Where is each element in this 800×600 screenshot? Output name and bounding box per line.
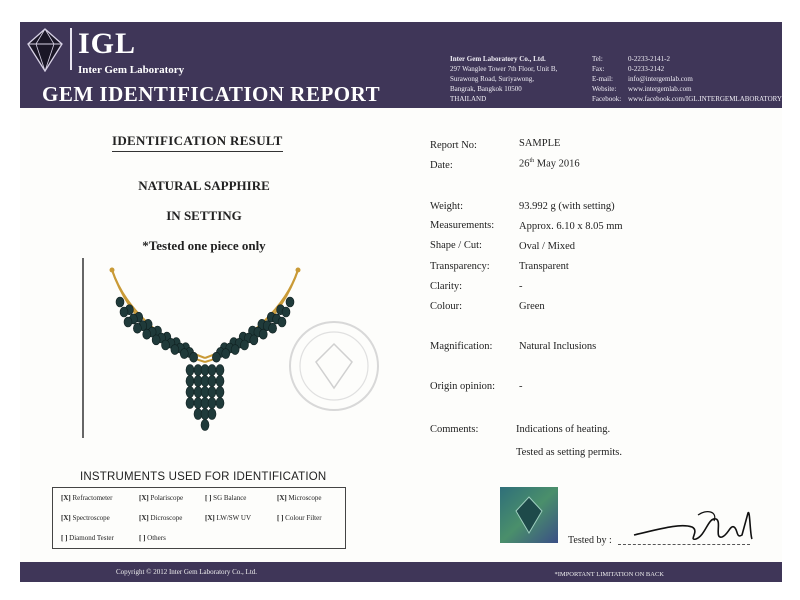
company-name: Inter Gem Laboratory Co., Ltd. xyxy=(450,55,546,63)
contact-label: Website: xyxy=(592,85,617,93)
sapphire-stone xyxy=(278,317,286,327)
instrument-sg-balance: [ ] SG Balance xyxy=(205,494,247,502)
measurements-label: Measurements: xyxy=(430,220,495,231)
shape-cut-label: Shape / Cut: xyxy=(430,240,482,251)
sapphire-stone xyxy=(120,307,128,317)
photo-frame-line xyxy=(82,258,84,438)
result-note: *Tested one piece only xyxy=(142,238,266,253)
shape-cut-value: Oval / Mixed xyxy=(519,241,575,252)
origin-value: - xyxy=(519,381,523,392)
contact-label: Fax: xyxy=(592,65,605,73)
sapphire-stone xyxy=(208,398,216,409)
sapphire-stone xyxy=(216,376,224,387)
sapphire-stone xyxy=(216,365,224,376)
logo-subtitle: Inter Gem Laboratory xyxy=(78,64,185,76)
phone-number: 0-2233-2141-2 xyxy=(628,55,670,63)
address-line: THAILAND xyxy=(450,95,487,103)
magnification-label: Magnification: xyxy=(430,341,493,352)
instruments-heading: INSTRUMENTS USED FOR IDENTIFICATION xyxy=(80,471,327,483)
sapphire-stone xyxy=(116,297,124,307)
sapphire-stone xyxy=(186,398,194,409)
contact-label: E-mail: xyxy=(592,75,613,83)
sapphire-stone xyxy=(201,420,209,431)
comment-line: Indications of heating. xyxy=(516,424,611,435)
origin-label: Origin opinion: xyxy=(430,381,496,392)
company-address xyxy=(450,54,557,104)
report-no-value: SAMPLE xyxy=(519,138,561,149)
transparency-label: Transparency: xyxy=(430,261,490,272)
colour-label: Colour: xyxy=(430,301,463,312)
transparency-value: Transparent xyxy=(519,261,569,272)
report-title: GEM IDENTIFICATION REPORT xyxy=(42,82,381,106)
contact-label: Facebook: xyxy=(592,95,622,103)
report-no-label: Report No: xyxy=(430,140,477,151)
tested-by-label: Tested by : xyxy=(568,535,612,546)
sapphire-stone xyxy=(222,349,230,359)
sapphire-stone xyxy=(212,352,220,362)
limitation-note: *IMPORTANT LIMITATION ON BACK xyxy=(554,571,664,578)
sapphire-stone xyxy=(208,409,216,420)
sapphire-stone xyxy=(208,387,216,398)
weight-value: 93.992 g (with setting) xyxy=(519,201,615,212)
header-band xyxy=(20,22,782,108)
sapphire-stone xyxy=(186,365,194,376)
sapphire-stone xyxy=(286,297,294,307)
instrument-microscope: [X] Microscope xyxy=(277,494,322,502)
address-line: 297 Wanglee Tower 7th Floor, Unit B, xyxy=(450,65,558,73)
sapphire-stone xyxy=(231,345,239,355)
sapphire-stone xyxy=(250,335,258,345)
instrument-refractometer: [X] Refractometer xyxy=(61,494,113,502)
hologram-sticker-icon xyxy=(500,487,558,543)
website-url: www.intergemlab.com xyxy=(628,85,692,93)
contact-label: Tel: xyxy=(592,55,603,63)
comment-line: Tested as setting permits. xyxy=(516,447,622,458)
sapphire-stone xyxy=(133,323,141,333)
sapphire-stone xyxy=(186,376,194,387)
weight-label: Weight: xyxy=(430,201,463,212)
contact-info xyxy=(592,54,800,104)
instrument-diamond-tester: [ ] Diamond Tester xyxy=(61,534,114,542)
instrument-colour-filter: [ ] Colour Filter xyxy=(277,514,322,522)
sapphire-stone xyxy=(171,345,179,355)
instrument-spectroscope: [X] Spectroscope xyxy=(61,514,110,522)
sapphire-stone xyxy=(143,329,151,339)
logo-divider xyxy=(70,28,72,70)
sapphire-stone xyxy=(162,340,170,350)
sapphire-stone xyxy=(208,376,216,387)
instrument-polariscope: [X] Polariscope xyxy=(139,494,184,502)
sapphire-stone xyxy=(190,352,198,362)
instrument-lw-sw-uv: [X] LW/SW UV xyxy=(205,514,252,522)
address-line: Surawong Road, Suriyawong, xyxy=(450,75,534,83)
sapphire-stone xyxy=(216,398,224,409)
sapphire-stone xyxy=(216,387,224,398)
result-species: NATURAL SAPPHIRE xyxy=(138,178,270,193)
address-line: Bangrak, Bangkok 10500 xyxy=(450,85,522,93)
lab-seal-icon xyxy=(286,318,382,414)
identification-heading: IDENTIFICATION RESULT xyxy=(112,133,283,152)
sapphire-stone xyxy=(241,340,249,350)
result-setting: IN SETTING xyxy=(166,208,242,223)
facebook-url: www.facebook.com/IGL.INTERGEMLABORATORY xyxy=(628,95,782,103)
gem-logo-icon xyxy=(26,28,64,72)
sapphire-stone xyxy=(269,323,277,333)
instrument-others: [ ] Others xyxy=(139,534,166,542)
date-label: Date: xyxy=(430,160,453,171)
sapphire-stone xyxy=(282,307,290,317)
signature-icon xyxy=(630,505,760,549)
fax-number: 0-2233-2142 xyxy=(628,65,665,73)
copyright-text: Copyright © 2012 Inter Gem Laboratory Co., Ltd. xyxy=(116,568,258,576)
footer-band xyxy=(20,562,782,582)
sapphire-stone xyxy=(152,335,160,345)
sapphire-stone xyxy=(186,387,194,398)
sapphire-stone xyxy=(259,329,267,339)
date-value: 26th May 2016 xyxy=(519,158,580,170)
clarity-label: Clarity: xyxy=(430,281,463,292)
instrument-dicroscope: [X] Dicroscope xyxy=(139,514,183,522)
email-address: info@intergemlab.com xyxy=(628,75,693,83)
sapphire-stone xyxy=(208,365,216,376)
colour-value: Green xyxy=(519,301,545,312)
instruments-box xyxy=(52,487,346,549)
comments-label: Comments: xyxy=(430,424,479,435)
measurements-value: Approx. 6.10 x 8.05 mm xyxy=(519,221,623,232)
magnification-value: Natural Inclusions xyxy=(519,341,597,352)
logo-text: IGL xyxy=(78,27,137,60)
sapphire-stone xyxy=(124,317,132,327)
clarity-value: - xyxy=(519,281,523,292)
sapphire-stone xyxy=(180,349,188,359)
